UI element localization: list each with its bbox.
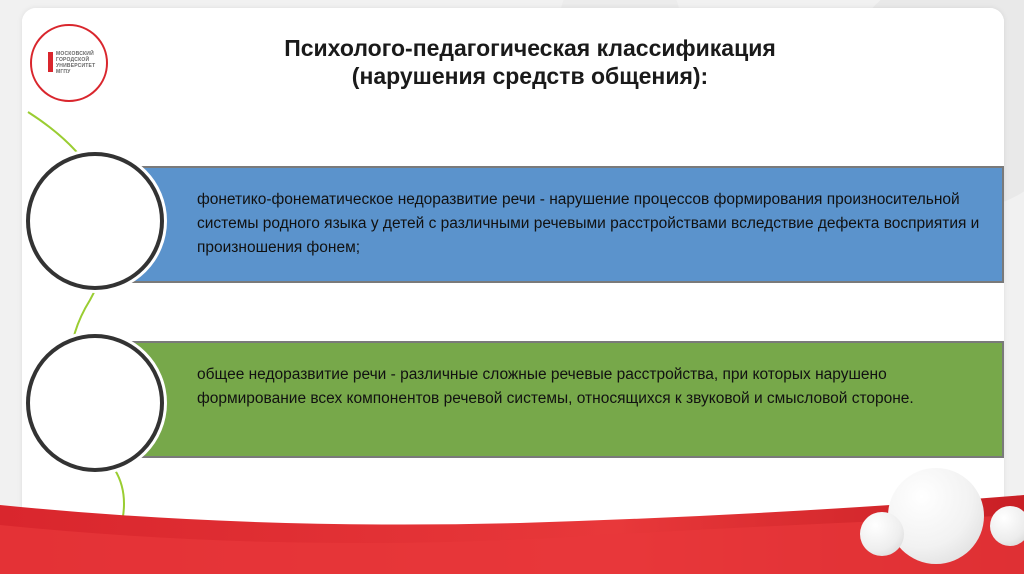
university-logo: [30, 24, 108, 102]
item-box-1: [120, 166, 1004, 283]
item-circle-1: [26, 152, 164, 290]
item-box-2: [120, 341, 1004, 458]
decorative-ball-small: [860, 512, 904, 556]
decorative-ball-large: [888, 468, 984, 564]
title-line-2: (нарушения средств общения):: [351, 63, 709, 89]
item-circle-2: [26, 334, 164, 472]
title-line-1: Психолого-педагогическая классификация: [284, 35, 776, 61]
logo-text: МОСКОВСКИЙ ГОРОДСКОЙ УНИВЕРСИТЕТ МГПУ: [56, 51, 96, 75]
item-text-1: фонетико-фонематическое недоразвитие речи - нарушение процессов формирования произносительной системы родного языка у детей с различными речевыми расстройствами вследствие дефекта восприятия и произношения фонем;: [197, 191, 980, 256]
decorative-ball-right: [990, 506, 1024, 546]
logo-mark-icon: [48, 52, 53, 72]
slide-title: [150, 34, 910, 90]
item-text-2: общее недоразвитие речи - различные сложные речевые расстройства, при которых нарушено формирование всех компонентов речевой системы, относящихся к звуковой и смысловой стороне.: [197, 366, 914, 407]
